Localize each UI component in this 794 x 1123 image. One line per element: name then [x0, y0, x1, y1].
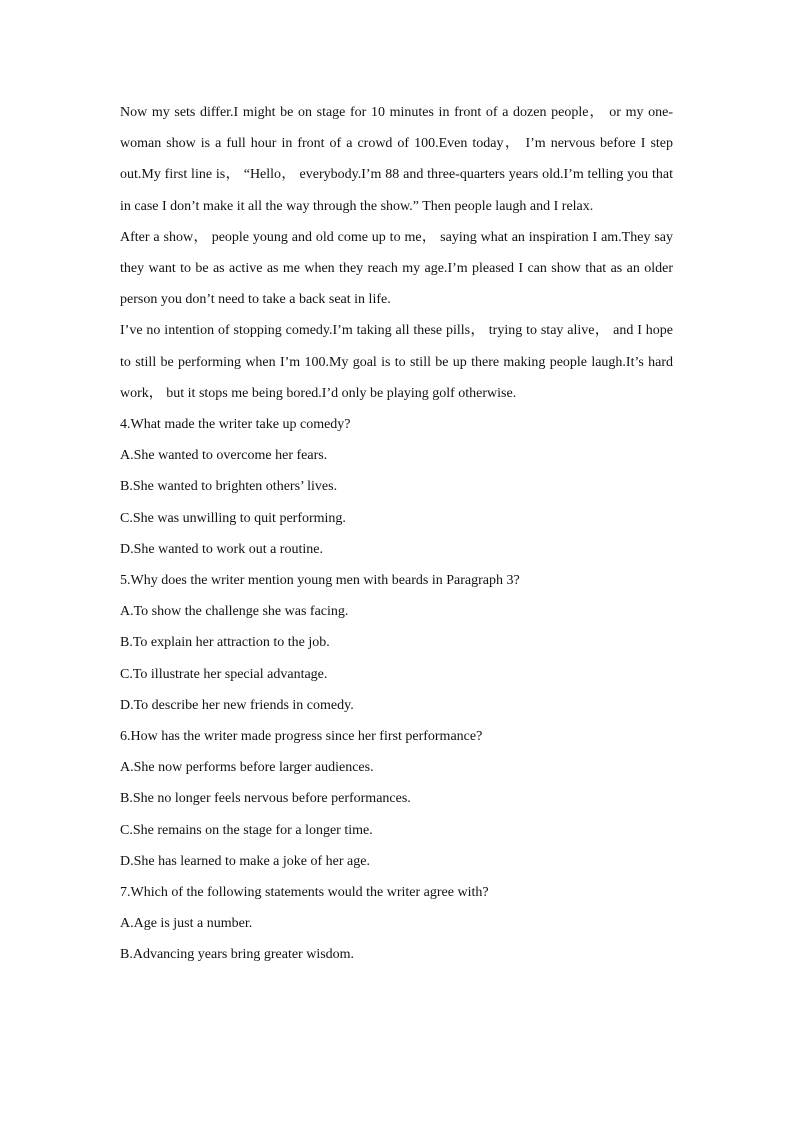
question-stem: 4.What made the writer take up comedy? [120, 417, 351, 433]
option-c: C.She remains on the stage for a longer time. [120, 822, 373, 838]
question-stem: 6.How has the writer made progress since her first performance? [120, 729, 483, 745]
option-b: B.She no longer feels nervous before performances. [120, 791, 411, 807]
option-c: C.To illustrate her special advantage. [120, 666, 328, 682]
document-body [120, 97, 673, 971]
option-c: C.She was unwilling to quit performing. [120, 510, 346, 526]
option-a: A.She wanted to overcome her fears. [120, 448, 328, 464]
option-d: D.To describe her new friends in comedy. [120, 697, 354, 713]
option-b: B.Advancing years bring greater wisdom. [120, 947, 355, 963]
paragraph-3: I’ve no intention of stopping comedy.I’m taking all these pills， trying to stay alive， and I hope to still be performing when I’m 100.My goal is to still be up there making people laugh.It’s hard work， but it stops me being bored.I’d only be playing golf otherwise. [120, 323, 673, 401]
option-a: A.She now performs before larger audiences. [120, 760, 374, 776]
question-6 [120, 721, 673, 877]
option-d: D.She has learned to make a joke of her age. [120, 853, 370, 869]
paragraph-2: After a show， people young and old come up to me， saying what an inspiration I am.They say they want to be as active as me when they reach my age.I’m pleased I can show that as an older person you don’t need to take a back seat in life. [120, 229, 673, 308]
option-a: A.To show the challenge she was facing. [120, 604, 349, 620]
option-b: B.She wanted to brighten others’ lives. [120, 479, 338, 495]
question-7 [120, 877, 673, 971]
question-4 [120, 409, 673, 565]
question-stem: 7.Which of the following statements would the writer agree with? [120, 885, 489, 901]
option-a: A.Age is just a number. [120, 916, 253, 932]
option-d: D.She wanted to work out a routine. [120, 541, 323, 557]
question-stem: 5.Why does the writer mention young men with beards in Paragraph 3? [120, 573, 520, 589]
option-b: B.To explain her attraction to the job. [120, 635, 330, 651]
paragraph-1: Now my sets differ.I might be on stage for 10 minutes in front of a dozen people， or my one-woman show is a full hour in front of a crowd of 100.Even today， I’m nervous before I step out.My first line is， “Hello， everybody.I’m 88 and three-quarters years old.I’m telling you that in case I don’t make it all the way through the show.” Then people laugh and I relax. [120, 105, 673, 214]
question-5 [120, 565, 673, 721]
